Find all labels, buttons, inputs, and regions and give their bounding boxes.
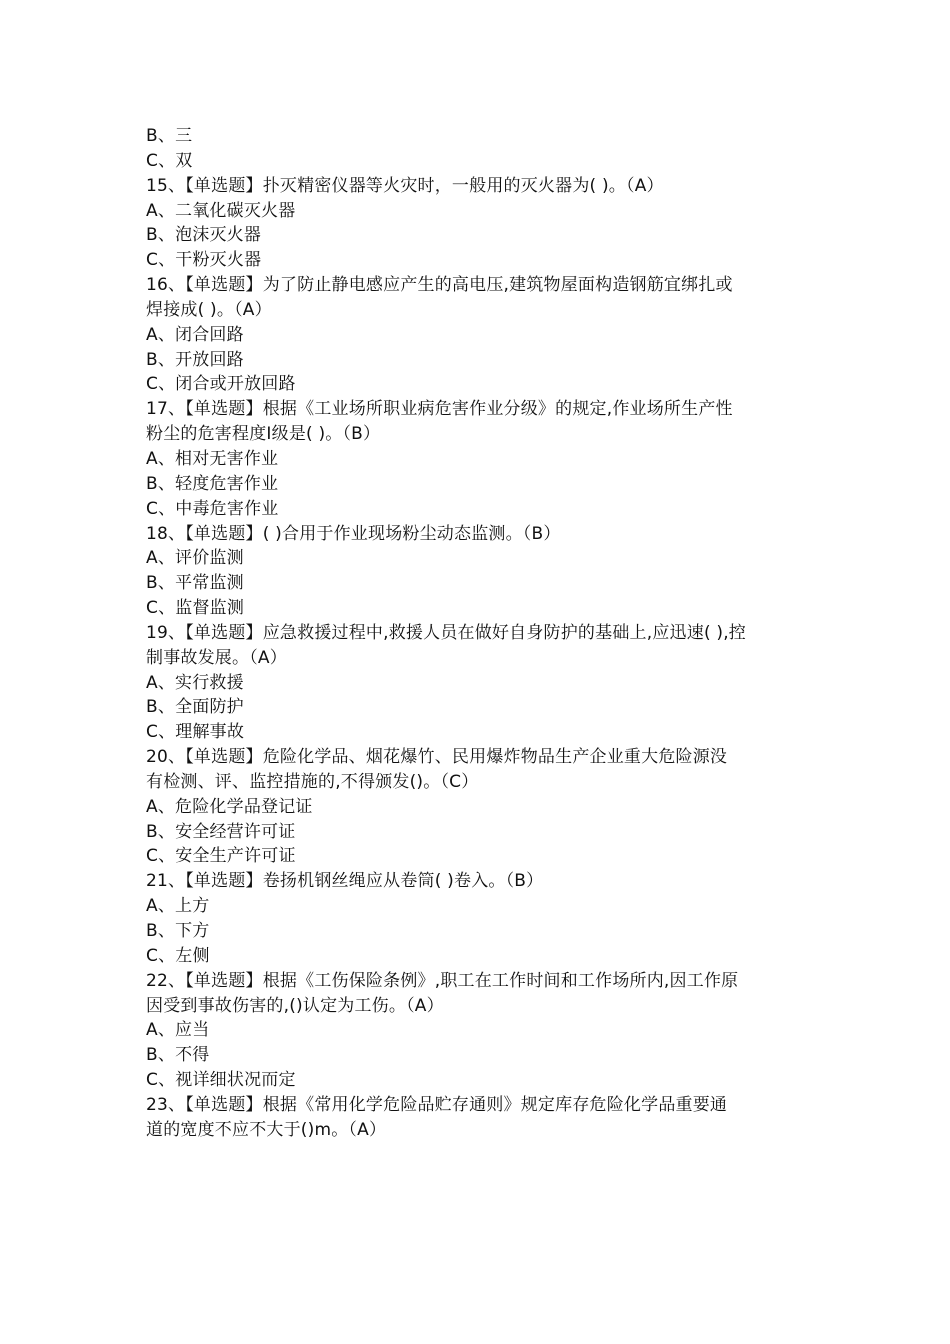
- option-line: C、左侧: [146, 945, 210, 966]
- question-line: 20、【单选题】危险化学品、烟花爆竹、民用爆炸物品生产企业重大危险源没: [146, 747, 728, 768]
- question-line: 17、【单选题】根据《工业场所职业病危害作业分级》的规定,作业场所生产性: [146, 399, 733, 420]
- option-line: C、闭合或开放回路: [146, 374, 296, 395]
- option-line: B、泡沫灭火器: [146, 225, 262, 246]
- question-line: 23、【单选题】根据《常用化学危险品贮存通则》规定库存危险化学品重要通: [146, 1094, 728, 1115]
- option-line: A、闭合回路: [146, 324, 244, 345]
- option-line: A、评价监测: [146, 548, 244, 569]
- option-line: A、危险化学品登记证: [146, 796, 313, 817]
- question-line: 18、【单选题】( )合用于作业现场粉尘动态监测。（B）: [146, 523, 561, 544]
- option-line: B、下方: [146, 921, 210, 941]
- option-line: C、干粉灭火器: [146, 250, 262, 271]
- question-line: 22、【单选题】根据《工伤保险条例》,职工在工作时间和工作场所内,因工作原: [146, 970, 739, 991]
- question-line: 焊接成( )。（A）: [146, 299, 272, 320]
- question-line: 有检测、评、监控措施的,不得颁发()。（C）: [146, 771, 479, 792]
- option-line: A、应当: [146, 1020, 210, 1041]
- option-line: C、中毒危害作业: [146, 498, 279, 519]
- question-line: 制事故发展。（A）: [146, 647, 287, 668]
- option-line: C、安全生产许可证: [146, 846, 296, 867]
- option-line: C、理解事故: [146, 722, 245, 743]
- question-line: 粉尘的危害程度Ⅰ级是( )。（B）: [146, 424, 381, 445]
- question-line: 15、【单选题】扑灭精密仪器等火灾时，一般用的灭火器为( )。（A）: [146, 175, 664, 196]
- question-line: 因受到事故伤害的,()认定为工伤。（A）: [146, 995, 444, 1016]
- option-line: A、相对无害作业: [146, 448, 279, 469]
- document-page: [146, 124, 826, 1143]
- option-line: A、上方: [146, 896, 210, 917]
- option-line: B、开放回路: [146, 349, 244, 370]
- option-line: B、安全经营许可证: [146, 821, 296, 842]
- option-line: A、二氧化碳灭火器: [146, 200, 296, 221]
- option-line: C、双: [146, 150, 193, 171]
- option-line: B、平常监测: [146, 573, 244, 594]
- question-line: 21、【单选题】卷扬机钢丝绳应从卷筒( )卷入。（B）: [146, 871, 544, 892]
- option-line: B、全面防护: [146, 697, 244, 718]
- option-line: C、监督监测: [146, 598, 245, 619]
- question-line: 16、【单选题】为了防止静电感应产生的高电压,建筑物屋面构造钢筋宜绑扎或: [146, 275, 733, 296]
- option-line: B、三: [146, 126, 193, 146]
- option-line: C、视详细状况而定: [146, 1070, 296, 1091]
- option-line: B、不得: [146, 1045, 210, 1066]
- question-line: 19、【单选题】应急救援过程中,救援人员在做好自身防护的基础上,应迅速( ),控: [146, 622, 747, 643]
- option-line: A、实行救援: [146, 672, 244, 693]
- option-line: B、轻度危害作业: [146, 473, 279, 494]
- question-line: 道的宽度不应不大于()m。（A）: [146, 1119, 387, 1140]
